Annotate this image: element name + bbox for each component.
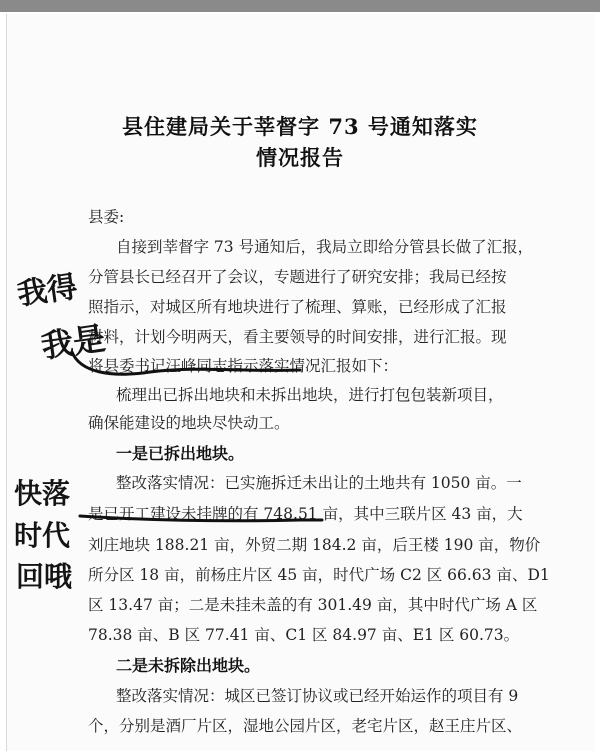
section2-line: 个，分别是酒厂片区，湿地公园片区，老宅片区，赵王庄片区、: [88, 717, 523, 735]
body-line: 分管县长已经召开了会议，专题进行了研究安排；我局已经按: [88, 268, 507, 286]
section1-line: 刘庄地块 188.21 亩，外贸二期 184.2 亩，后王楼 190 亩，物价: [88, 536, 541, 554]
body-line: 将县委书记汪峰同志指示落实情况汇报如下：: [88, 357, 399, 375]
document-title-line2: 情况报告: [256, 145, 344, 170]
section1-line: 整改落实情况：已实施拆迁未出让的土地共有 1050 亩。一: [116, 474, 522, 492]
handwritten-note-2c: 回哦: [16, 560, 73, 593]
section1-line: 区 13.47 亩；二是未挂未盖的有 301.49 亩，其中时代广场 A 区: [88, 596, 538, 614]
body-line: 确保能建设的地块尽快动工。: [88, 414, 290, 432]
section1-line: 78.38 亩、B 区 77.41 亩、C1 区 84.97 亩、E1 区 60.73。: [88, 626, 520, 644]
addressee: 县委:: [88, 208, 125, 226]
body-line: 材料，计划今明两天，看主要领导的时间安排，进行汇报。现: [88, 328, 507, 346]
section-heading-2: 二是未拆除出地块。: [116, 656, 261, 675]
handwritten-note-2b: 时代: [14, 519, 71, 552]
body-line: 照指示，对城区所有地块进行了梳理、算账，已经形成了汇报: [88, 298, 507, 316]
handwritten-note-1b: 我是: [38, 319, 108, 366]
section1-line: 是已开工建设未挂牌的有 748.51 亩，其中三联片区 43 亩，大: [88, 505, 523, 523]
body-line: 梳理出已拆出地块和未拆出地块，进行打包包装新项目，: [116, 386, 504, 404]
top-bar: [0, 0, 600, 12]
section-heading-1: 一是已拆出地块。: [116, 444, 245, 463]
document-title: 县住建局关于莘督字 73 号通知落实: [122, 114, 478, 139]
handwritten-note-2a: 快落: [14, 477, 71, 510]
section2-line: 整改落实情况：城区已签订协议或已经开始运作的项目有 9: [116, 687, 519, 705]
section1-line: 所分区 18 亩，前杨庄片区 45 亩，时代广场 C2 区 66.63 亩、D1: [88, 566, 550, 584]
body-line: 自接到莘督字 73 号通知后，我局立即给分管县长做了汇报，: [116, 238, 534, 256]
handwritten-note-1a: 我得: [15, 269, 80, 313]
